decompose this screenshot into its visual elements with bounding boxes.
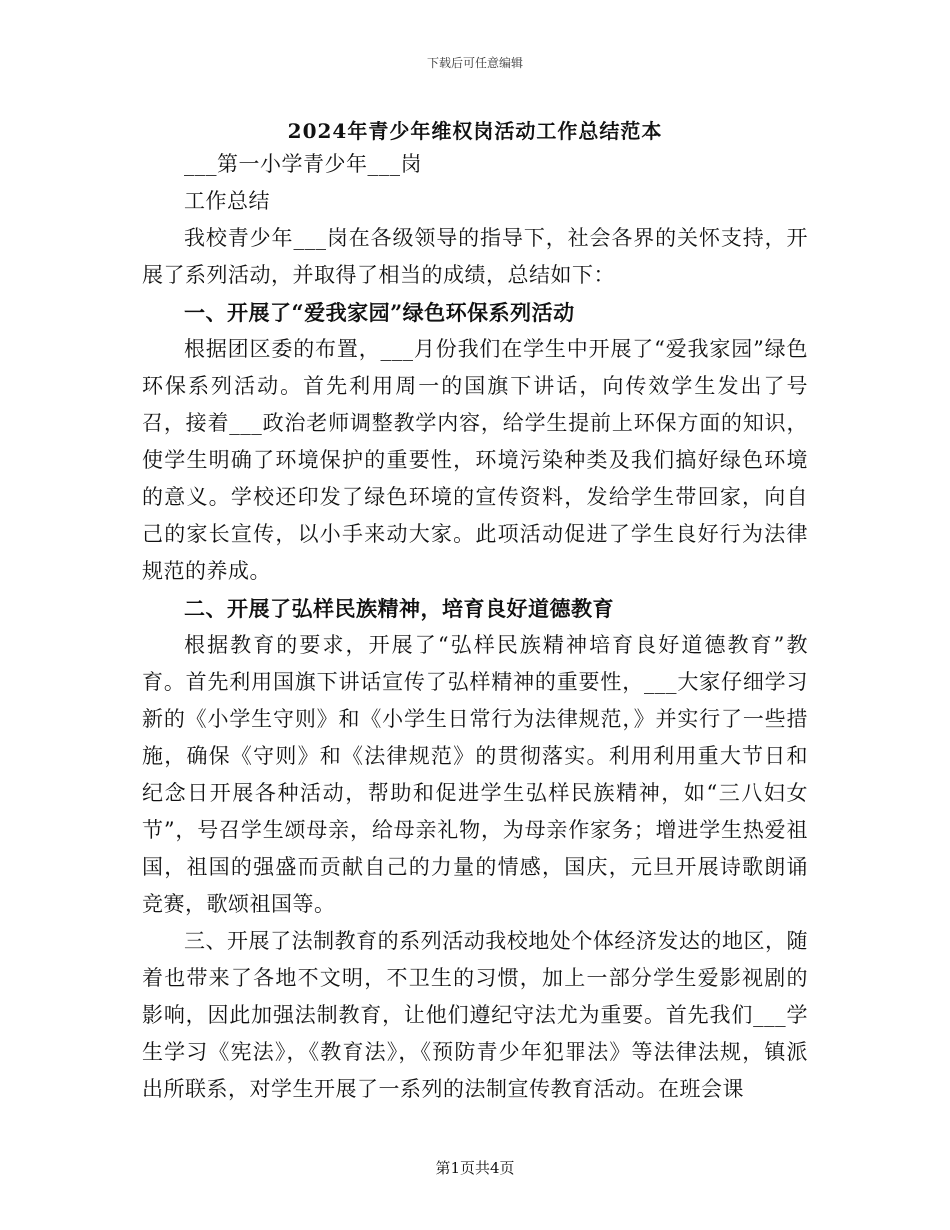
paragraph-section-2: 根据教育的要求，开展了“弘样民族精神培育良好道德教育”教育。首先利用国旗下讲话宣传了弘样精神的重要性，___大家仔细学习新的《小学生守则》和《小学生日常行为法律规范，》并实行了一些措施，确保《守则》和《法律规范》的贯彻落实。利用利用重大节日和纪念日开展各种活动，帮助和促进学生弘样民族精神，如“三八妇女节”，号召学生颂母亲，给母亲礼物，为母亲作家务；增进学生热爱祖国，祖国的强盛而贡献自己的力量的情感，国庆，元旦开展诗歌朗诵竞赛，歌颂祖国等。 [142,633,808,916]
document-body [142,146,808,1108]
paragraph-school: ___第一小学青少年___岗 [184,152,422,176]
paragraph-section-3: 三、开展了法制教育的系列活动我校地处个体经济发达的地区，随着也带来了各地不文明，不卫生的习惯，加上一部分学生爱影视剧的影响，因此加强法制教育，让他们遵纪守法尤为重要。首先我们___学生学习《宪法》，《教育法》，《预防青少年犯罪法》等法律法规，镇派出所联系，对学生开展了一系列的法制宣传教育活动。在班会课 [142,929,808,1101]
page-footer: 第1页共4页 [435,1159,515,1177]
header-note: 下载后可任意编辑 [426,56,523,70]
paragraph-subtitle: 工作总结 [184,189,270,213]
section-heading-2: 二、开展了弘样民族精神，培育良好道德教育 [184,596,614,621]
section-heading-1: 一、开展了“爱我家园”绿色环保系列活动 [184,300,575,325]
document-title: 2024年青少年维权岗活动工作总结范本 [287,119,663,143]
paragraph-section-1: 根据团区委的布置，___月份我们在学生中开展了“爱我家园”绿色环保系列活动。首先利用周一的国旗下讲话，向传效学生发出了号召，接着___政治老师调整教学内容，给学生提前上环保方面的知识，使学生明确了环境保护的重要性，环境污染种类及我们搞好绿色环境的意义。学校还印发了绿色环境的宣传资料，发给学生带回家，向自己的家长宣传，以小手来动大家。此项活动促进了学生良好行为法律规范的养成。 [142,337,808,583]
paragraph-intro: 我校青少年___岗在各级领导的指导下，社会各界的关怀支持，开展了系列活动，并取得了相当的成绩，总结如下： [142,226,808,287]
